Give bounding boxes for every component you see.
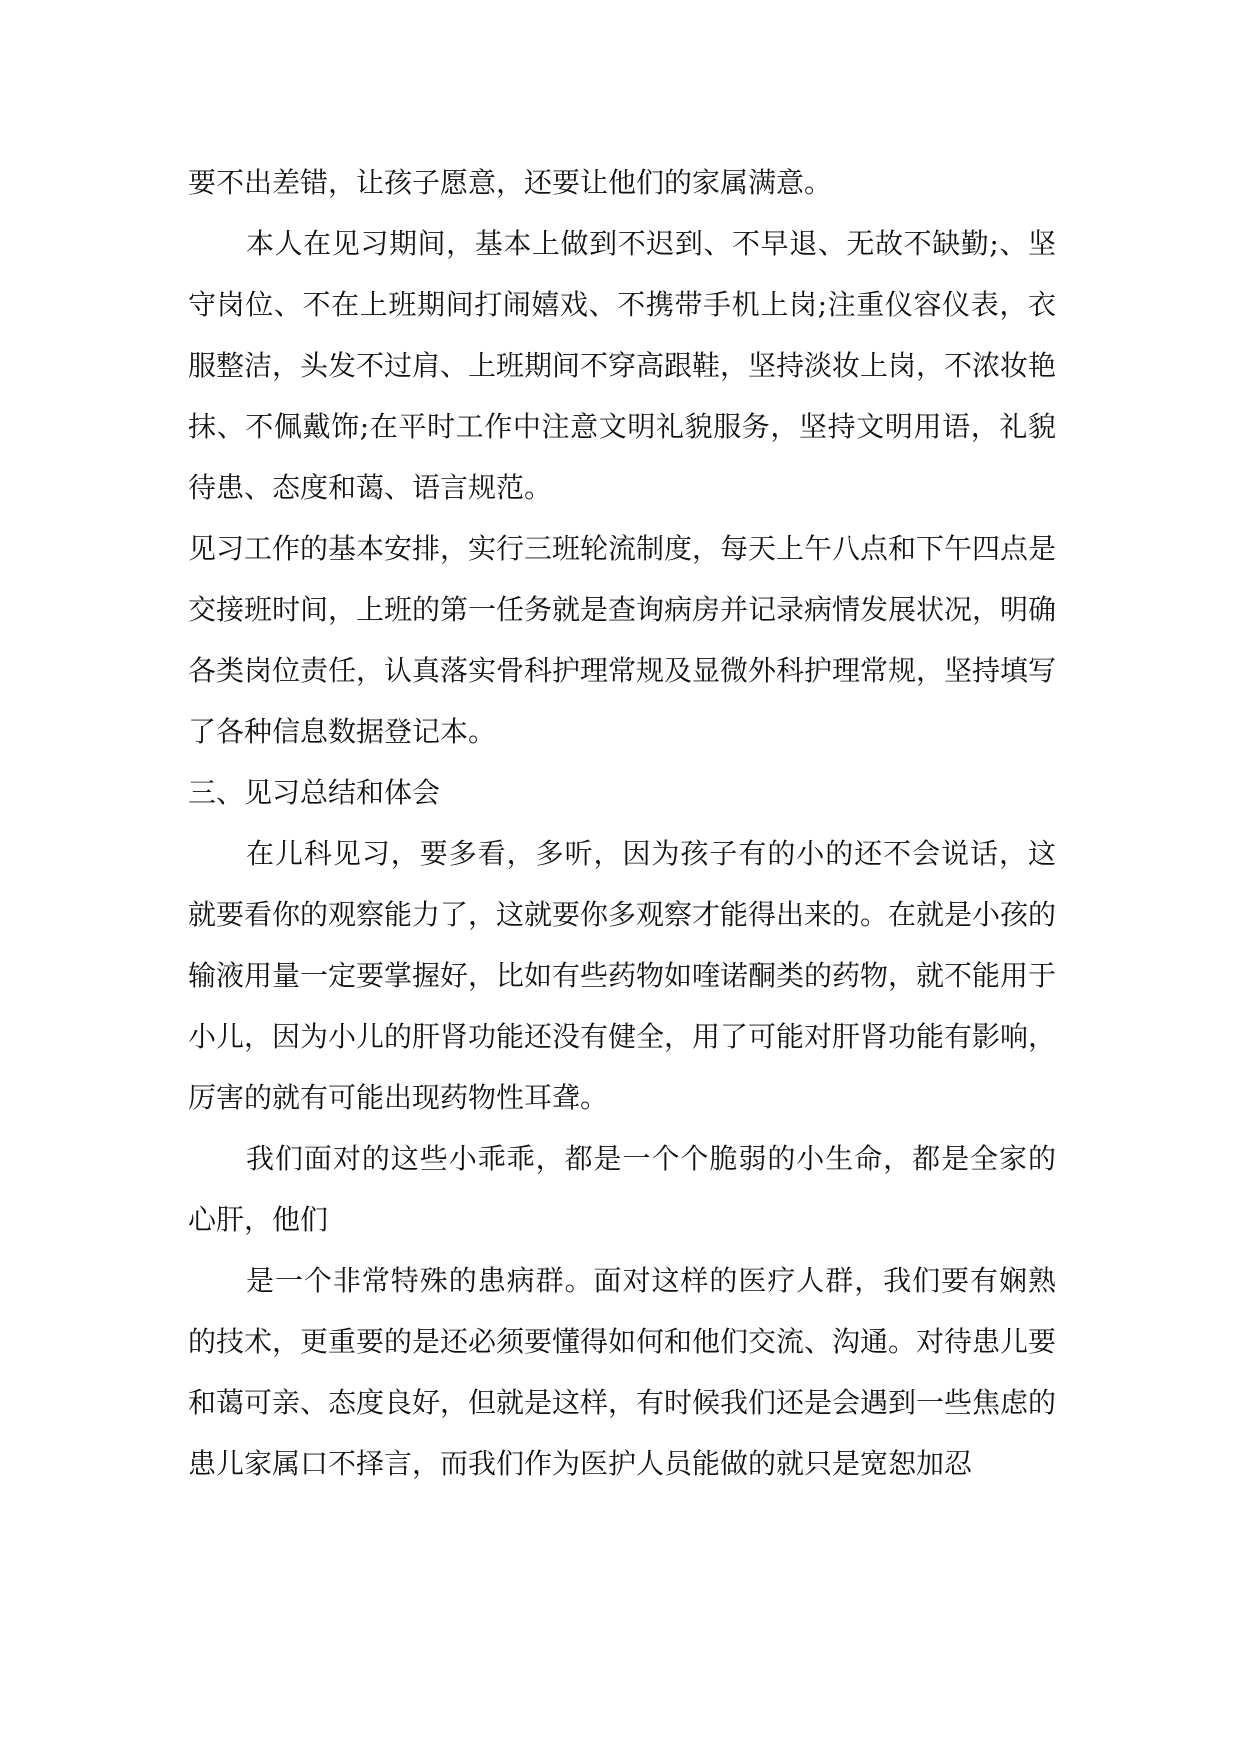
paragraph-3: 见习工作的基本安排，实行三班轮流制度，每天上午八点和下午四点是交接班时间，上班的第一任务就是查询病房并记录病情发展状况，明确各类岗位责任，认真落实骨科护理常规及显微外科护理常规，坚持填写了各种信息数据登记本。: [188, 532, 1057, 748]
document-body: [188, 152, 1056, 1494]
section-heading: 三、见习总结和体会: [188, 776, 441, 809]
paragraph-5: 我们面对的这些小乖乖，都是一个个脆弱的小生命，都是全家的心肝，他们: [188, 1142, 1056, 1236]
paragraph-2: 本人在见习期间，基本上做到不迟到、不早退、无故不缺勤;、坚守岗位、不在上班期间打闹嬉戏、不携带手机上岗;注重仪容仪表，衣服整洁，头发不过肩、上班期间不穿高跟鞋，坚持淡妆上岗，不浓妆艳抹、不佩戴饰;在平时工作中注意文明礼貌服务，坚持文明用语，礼貌待患、态度和蔼、语言规范。: [188, 227, 1057, 504]
paragraph-1: 要不出差错，让孩子愿意，还要让他们的家属满意。: [188, 166, 833, 199]
paragraph-4: 在儿科见习，要多看，多听，因为孩子有的小的还不会说话，这就要看你的观察能力了，这就要你多观察才能得出来的。在就是小孩的输液用量一定要掌握好，比如有些药物如喹诺酮类的药物，就不能用于小儿，因为小儿的肝肾功能还没有健全，用了可能对肝肾功能有影响，厉害的就有可能出现药物性耳聋。: [188, 837, 1057, 1114]
paragraph-6: 是一个非常特殊的患病群。面对这样的医疗人群，我们要有娴熟的技术，更重要的是还必须要懂得如何和他们交流、沟通。对待患儿要和蔼可亲、态度良好，但就是这样，有时候我们还是会遇到一些焦虑的患儿家属口不择言，而我们作为医护人员能做的就只是宽恕加忍: [188, 1264, 1057, 1480]
